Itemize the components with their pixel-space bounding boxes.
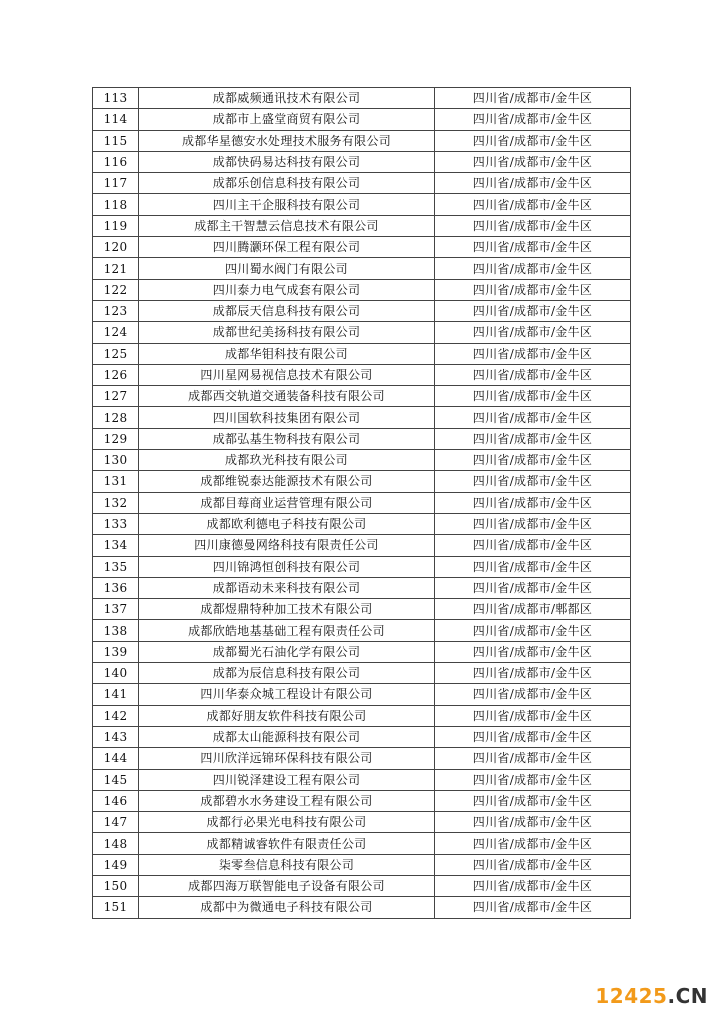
table-row bbox=[93, 343, 631, 364]
table-row bbox=[93, 513, 631, 534]
row-number: 131 bbox=[93, 471, 139, 492]
table-row bbox=[93, 215, 631, 236]
row-number: 142 bbox=[93, 705, 139, 726]
region: 四川省/成都市/金牛区 bbox=[435, 535, 631, 556]
region: 四川省/成都市/金牛区 bbox=[435, 279, 631, 300]
row-number: 113 bbox=[93, 88, 139, 109]
row-number: 138 bbox=[93, 620, 139, 641]
company-name: 四川康德曼网络科技有限责任公司 bbox=[139, 535, 435, 556]
company-name: 柒零叁信息科技有限公司 bbox=[139, 854, 435, 875]
table-row bbox=[93, 599, 631, 620]
table-row bbox=[93, 769, 631, 790]
company-name: 成都太山能源科技有限公司 bbox=[139, 726, 435, 747]
row-number: 122 bbox=[93, 279, 139, 300]
row-number: 150 bbox=[93, 875, 139, 896]
row-number: 126 bbox=[93, 364, 139, 385]
row-number: 134 bbox=[93, 535, 139, 556]
region: 四川省/成都市/金牛区 bbox=[435, 790, 631, 811]
table-row bbox=[93, 641, 631, 662]
company-name: 成都中为微通电子科技有限公司 bbox=[139, 897, 435, 918]
row-number: 123 bbox=[93, 300, 139, 321]
company-name: 成都维锐泰达能源技术有限公司 bbox=[139, 471, 435, 492]
row-number: 130 bbox=[93, 450, 139, 471]
region: 四川省/成都市/金牛区 bbox=[435, 471, 631, 492]
company-name: 成都快码易达科技有限公司 bbox=[139, 151, 435, 172]
row-number: 149 bbox=[93, 854, 139, 875]
row-number: 139 bbox=[93, 641, 139, 662]
region: 四川省/成都市/金牛区 bbox=[435, 151, 631, 172]
region: 四川省/成都市/金牛区 bbox=[435, 258, 631, 279]
company-name: 四川泰力电气成套有限公司 bbox=[139, 279, 435, 300]
table-row bbox=[93, 173, 631, 194]
table-row bbox=[93, 471, 631, 492]
table-row bbox=[93, 875, 631, 896]
region: 四川省/成都市/金牛区 bbox=[435, 215, 631, 236]
company-name: 成都四海万联智能电子设备有限公司 bbox=[139, 875, 435, 896]
row-number: 140 bbox=[93, 663, 139, 684]
table-body bbox=[93, 88, 631, 919]
row-number: 137 bbox=[93, 599, 139, 620]
company-name: 成都为辰信息科技有限公司 bbox=[139, 663, 435, 684]
region: 四川省/成都市/金牛区 bbox=[435, 897, 631, 918]
table-row bbox=[93, 279, 631, 300]
region: 四川省/成都市/金牛区 bbox=[435, 109, 631, 130]
company-name: 四川锐泽建设工程有限公司 bbox=[139, 769, 435, 790]
table-row bbox=[93, 897, 631, 918]
table-row bbox=[93, 620, 631, 641]
table-row bbox=[93, 492, 631, 513]
region: 四川省/成都市/金牛区 bbox=[435, 88, 631, 109]
region: 四川省/成都市/郫都区 bbox=[435, 599, 631, 620]
row-number: 146 bbox=[93, 790, 139, 811]
company-name: 成都世纪美扬科技有限公司 bbox=[139, 322, 435, 343]
table-row bbox=[93, 556, 631, 577]
company-name: 成都市上盛堂商贸有限公司 bbox=[139, 109, 435, 130]
row-number: 115 bbox=[93, 130, 139, 151]
region: 四川省/成都市/金牛区 bbox=[435, 726, 631, 747]
table-row bbox=[93, 812, 631, 833]
table-row bbox=[93, 428, 631, 449]
row-number: 141 bbox=[93, 684, 139, 705]
company-name: 成都乐创信息科技有限公司 bbox=[139, 173, 435, 194]
watermark-number: 12425 bbox=[595, 984, 668, 1008]
company-name: 成都行必果光电科技有限公司 bbox=[139, 812, 435, 833]
watermark-domain: .CN bbox=[667, 984, 708, 1008]
table-row bbox=[93, 386, 631, 407]
company-name: 成都欣皓地基基础工程有限责任公司 bbox=[139, 620, 435, 641]
region: 四川省/成都市/金牛区 bbox=[435, 364, 631, 385]
table-row bbox=[93, 790, 631, 811]
table-row bbox=[93, 684, 631, 705]
table-row bbox=[93, 237, 631, 258]
row-number: 151 bbox=[93, 897, 139, 918]
region: 四川省/成都市/金牛区 bbox=[435, 492, 631, 513]
region: 四川省/成都市/金牛区 bbox=[435, 577, 631, 598]
region: 四川省/成都市/金牛区 bbox=[435, 748, 631, 769]
region: 四川省/成都市/金牛区 bbox=[435, 194, 631, 215]
region: 四川省/成都市/金牛区 bbox=[435, 173, 631, 194]
table-row bbox=[93, 151, 631, 172]
company-name: 成都目莓商业运营管理有限公司 bbox=[139, 492, 435, 513]
row-number: 145 bbox=[93, 769, 139, 790]
table-row bbox=[93, 322, 631, 343]
row-number: 148 bbox=[93, 833, 139, 854]
region: 四川省/成都市/金牛区 bbox=[435, 705, 631, 726]
company-name: 成都弘基生物科技有限公司 bbox=[139, 428, 435, 449]
region: 四川省/成都市/金牛区 bbox=[435, 237, 631, 258]
row-number: 144 bbox=[93, 748, 139, 769]
row-number: 114 bbox=[93, 109, 139, 130]
company-name: 成都威频通讯技术有限公司 bbox=[139, 88, 435, 109]
row-number: 118 bbox=[93, 194, 139, 215]
company-name: 四川国软科技集团有限公司 bbox=[139, 407, 435, 428]
company-name: 成都华钼科技有限公司 bbox=[139, 343, 435, 364]
table-row bbox=[93, 88, 631, 109]
region: 四川省/成都市/金牛区 bbox=[435, 663, 631, 684]
table-row bbox=[93, 748, 631, 769]
company-name: 四川蜀水阀门有限公司 bbox=[139, 258, 435, 279]
region: 四川省/成都市/金牛区 bbox=[435, 769, 631, 790]
company-name: 成都煜鼎特种加工技术有限公司 bbox=[139, 599, 435, 620]
table-row bbox=[93, 194, 631, 215]
table-row bbox=[93, 854, 631, 875]
company-name: 成都华星德安水处理技术服务有限公司 bbox=[139, 130, 435, 151]
company-list-table bbox=[92, 87, 631, 919]
table-row bbox=[93, 258, 631, 279]
company-name: 成都语动未来科技有限公司 bbox=[139, 577, 435, 598]
row-number: 132 bbox=[93, 492, 139, 513]
table-row bbox=[93, 577, 631, 598]
table-row bbox=[93, 833, 631, 854]
company-name: 四川星网易视信息技术有限公司 bbox=[139, 364, 435, 385]
region: 四川省/成都市/金牛区 bbox=[435, 875, 631, 896]
row-number: 136 bbox=[93, 577, 139, 598]
region: 四川省/成都市/金牛区 bbox=[435, 386, 631, 407]
region: 四川省/成都市/金牛区 bbox=[435, 322, 631, 343]
company-name: 四川欣洋远锦环保科技有限公司 bbox=[139, 748, 435, 769]
region: 四川省/成都市/金牛区 bbox=[435, 556, 631, 577]
row-number: 129 bbox=[93, 428, 139, 449]
region: 四川省/成都市/金牛区 bbox=[435, 130, 631, 151]
row-number: 120 bbox=[93, 237, 139, 258]
table-row bbox=[93, 364, 631, 385]
company-name: 成都蜀光石油化学有限公司 bbox=[139, 641, 435, 662]
company-name: 成都主干智慧云信息技术有限公司 bbox=[139, 215, 435, 236]
site-watermark bbox=[595, 984, 708, 1008]
table-row bbox=[93, 109, 631, 130]
row-number: 125 bbox=[93, 343, 139, 364]
region: 四川省/成都市/金牛区 bbox=[435, 833, 631, 854]
row-number: 117 bbox=[93, 173, 139, 194]
company-name: 成都欧利德电子科技有限公司 bbox=[139, 513, 435, 534]
company-name: 成都精诚睿软件有限责任公司 bbox=[139, 833, 435, 854]
region: 四川省/成都市/金牛区 bbox=[435, 854, 631, 875]
row-number: 121 bbox=[93, 258, 139, 279]
company-name: 成都玖光科技有限公司 bbox=[139, 450, 435, 471]
row-number: 147 bbox=[93, 812, 139, 833]
company-name: 四川华泰众城工程设计有限公司 bbox=[139, 684, 435, 705]
region: 四川省/成都市/金牛区 bbox=[435, 428, 631, 449]
table-row bbox=[93, 726, 631, 747]
company-name: 四川锦鸿恒创科技有限公司 bbox=[139, 556, 435, 577]
row-number: 119 bbox=[93, 215, 139, 236]
region: 四川省/成都市/金牛区 bbox=[435, 684, 631, 705]
company-name: 成都好朋友软件科技有限公司 bbox=[139, 705, 435, 726]
table-row bbox=[93, 450, 631, 471]
table-row bbox=[93, 663, 631, 684]
region: 四川省/成都市/金牛区 bbox=[435, 641, 631, 662]
company-name: 成都西交轨道交通装备科技有限公司 bbox=[139, 386, 435, 407]
table-row bbox=[93, 300, 631, 321]
table-row bbox=[93, 535, 631, 556]
region: 四川省/成都市/金牛区 bbox=[435, 300, 631, 321]
row-number: 124 bbox=[93, 322, 139, 343]
table-row bbox=[93, 130, 631, 151]
region: 四川省/成都市/金牛区 bbox=[435, 812, 631, 833]
company-name: 四川主干企服科技有限公司 bbox=[139, 194, 435, 215]
region: 四川省/成都市/金牛区 bbox=[435, 407, 631, 428]
region: 四川省/成都市/金牛区 bbox=[435, 343, 631, 364]
region: 四川省/成都市/金牛区 bbox=[435, 513, 631, 534]
table-row bbox=[93, 705, 631, 726]
row-number: 133 bbox=[93, 513, 139, 534]
company-name: 四川腾灏环保工程有限公司 bbox=[139, 237, 435, 258]
company-name: 成都辰天信息科技有限公司 bbox=[139, 300, 435, 321]
row-number: 143 bbox=[93, 726, 139, 747]
company-name: 成都碧水水务建设工程有限公司 bbox=[139, 790, 435, 811]
row-number: 116 bbox=[93, 151, 139, 172]
row-number: 135 bbox=[93, 556, 139, 577]
region: 四川省/成都市/金牛区 bbox=[435, 620, 631, 641]
region: 四川省/成都市/金牛区 bbox=[435, 450, 631, 471]
row-number: 128 bbox=[93, 407, 139, 428]
table-row bbox=[93, 407, 631, 428]
row-number: 127 bbox=[93, 386, 139, 407]
